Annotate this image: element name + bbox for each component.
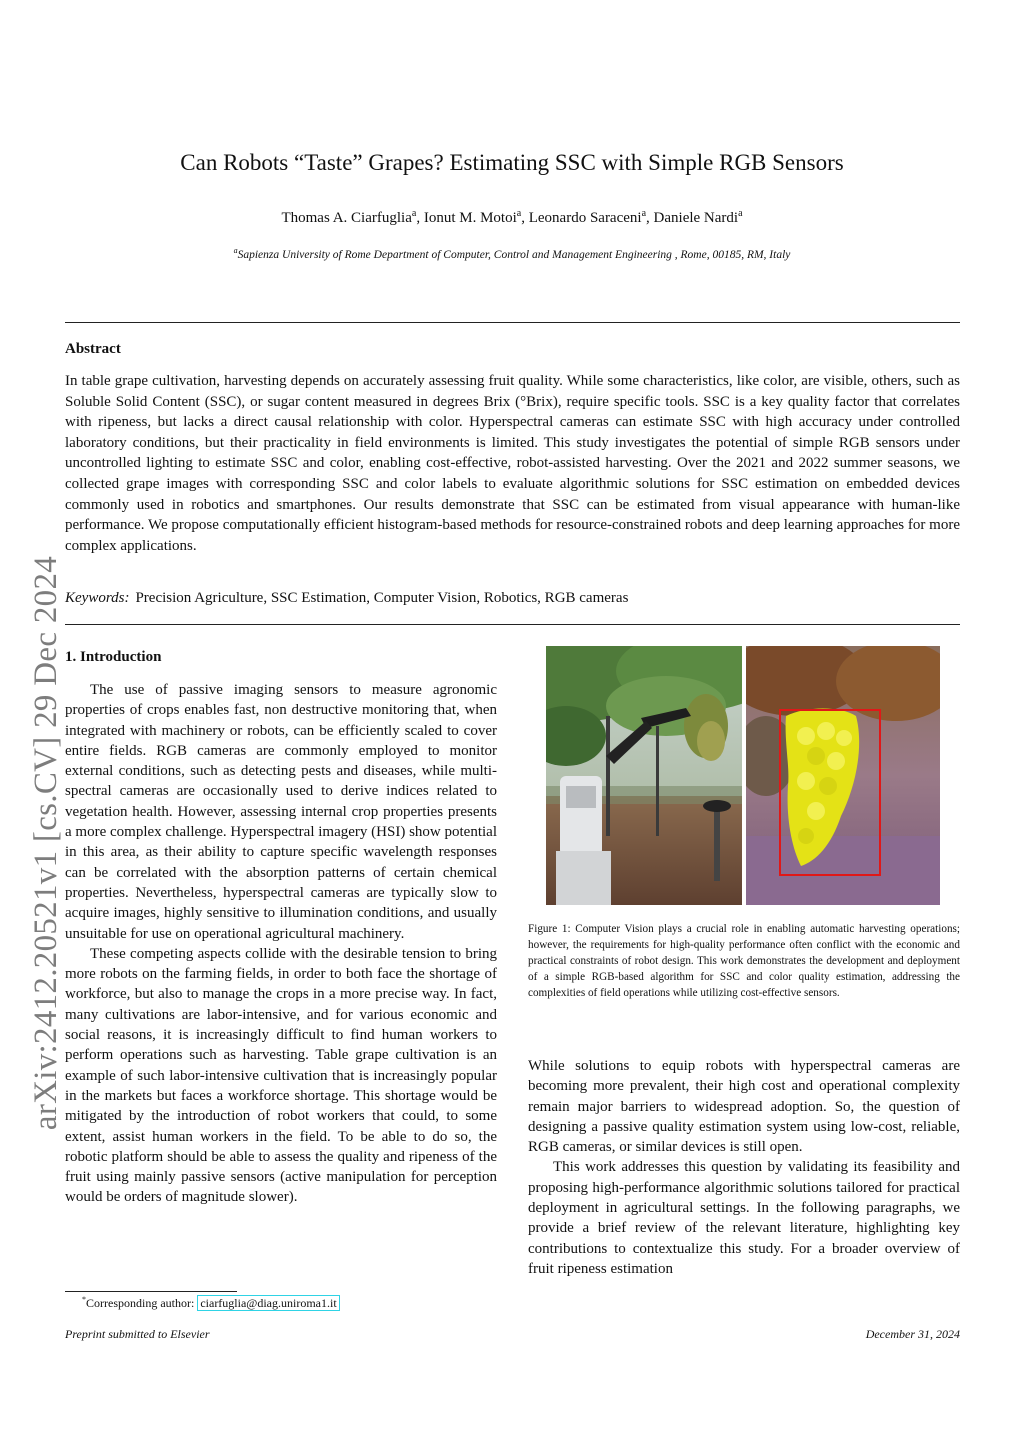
figure-photo-grape-detection: [746, 646, 940, 905]
abstract-bottom-rule: [65, 624, 960, 625]
figure-1-caption: Figure 1: Computer Vision plays a crucial role in enabling automatic harvesting operations; however, the requirements for high-quality performance often conflict with the economic and practical constraints of robot design. This work demonstrates the development and deployment of a simple RGB-based algorithm for SSC and color quality estimation, addressing the complexities of field operations while utilizing cost-effective sensors.: [528, 923, 960, 999]
footnote-mark: *: [82, 1295, 86, 1304]
footnote-label: Corresponding author:: [86, 1296, 198, 1310]
arxiv-identifier: arXiv:2412.20521v1 [cs.CV] 29 Dec 2024: [28, 555, 64, 1131]
footer-preprint-note: Preprint submitted to Elsevier: [65, 1327, 210, 1341]
paper-title: Can Robots “Taste” Grapes? Estimating SSC with Simple RGB Sensors: [180, 150, 844, 175]
section-heading-introduction: 1. Introduction: [65, 649, 162, 665]
keywords-text: Precision Agriculture, SSC Estimation, Computer Vision, Robotics, RGB cameras: [135, 590, 629, 606]
paragraph: These competing aspects collide with the desirable tension to bring more robots on the farming fields, in order to both face the shortage of workforce, but also to manage the crops in a more precise way. In fact, many cultivations are labor-intensive, and for various economic and social reasons, it is increasingly difficult to find human workers to perform operations such as harvesting. Table grape cultivation is an example of such labor-intensive cultivation that is increasingly popular in the markets but faces a workforce shortage. This shortage would be mitigated by the introduction of robot workers that could, to some extent, assist human workers in the field. To be able to do so, the robotic platform should be able to assess the quality and ripeness of the fruit using mainly passive sensors (active manipulation for perception would be orders of magnitude slower).: [65, 945, 497, 1206]
author-affil-mark: a: [411, 208, 417, 219]
author: Leonardo Saraceni: [528, 210, 642, 226]
affiliation-mark: a: [233, 246, 238, 255]
keywords: [65, 590, 960, 607]
affiliation-text: Sapienza University of Rome Department of Computer, Control and Management Engineering , Rome, 00185, RM, Italy: [237, 248, 791, 261]
paragraph: This work addresses this question by validating its feasibility and proposing high-performance algorithmic solutions tailored for practical deployment in agricultural settings. In the following paragraphs, we provide a brief review of the relevant literature, highlighting key contributions to contextualize this study. For a broader overview of fruit ripeness estimation: [528, 1159, 960, 1277]
footer-date: December 31, 2024: [865, 1327, 960, 1341]
top-rule: [65, 322, 960, 323]
author-affil-mark: a: [641, 208, 647, 219]
author: Ionut M. Motoi: [423, 210, 517, 226]
author-affil-mark: a: [738, 208, 743, 219]
paragraph: The use of passive imaging sensors to measure agronomic properties of crops enables fast, non destructive monitoring that, when integrated with machinery or robots, can be efficiently scaled to cover entire fields. RGB cameras are commonly employed to monitor external conditions, such as detecting pests and diseases, while multi-spectral cameras are occasionally used to derive indices related to vegetation health. However, assessing internal crop properties presents a more complex challenge. Hyperspectral imagery (HSI) show potential in this area, as their ability to capture specific wavelength responses can be correlated with the absorption patterns of certain chemical properties. Nevertheless, hyperspectral cameras are typically slow to acquire images, highly sensitive to illumination conditions, and usually unsuitable for use on operational agricultural machinery.: [65, 682, 497, 942]
right-column-body: [528, 1056, 960, 1279]
figure-photo-robot-vineyard: [546, 646, 742, 905]
author: Daniele Nardi: [653, 210, 739, 226]
author: Thomas A. Ciarfuglia: [281, 210, 412, 226]
affiliation: [60, 246, 964, 261]
keywords-label: Keywords:: [65, 590, 130, 606]
footnote: [65, 1295, 340, 1311]
introduction-body: [65, 680, 497, 1208]
paragraph: While solutions to equip robots with hyperspectral cameras are becoming more prevalent, their high cost and operational complexity remain major barriers to widespread adoption. So, the question of designing a passive quality estimation system using low-cost, reliable, RGB cameras, or similar devices is still open.: [528, 1058, 960, 1156]
author-list: Thomas A. Ciarfuglia$^a$, Ionut M. Motoi$^a$, Leonardo Saraceni$^a$, Daniele Nardi$^a$: [281, 208, 743, 226]
footnote-rule: [65, 1291, 237, 1292]
author-affil-mark: a: [516, 208, 522, 219]
email-link[interactable]: ciarfuglia@diag.uniroma1.it: [197, 1295, 339, 1311]
abstract-text: In table grape cultivation, harvesting depends on accurately assessing fruit quality. While some characteristics, like color, are visible, others, such as Soluble Solid Content (SSC), or sugar content measured in degrees Brix (°Brix), require specific tools. SSC is a key quality factor that correlates with ripeness, but lacks a direct causal relationship with color. Hyperspectral cameras can estimate SSC with high accuracy under controlled laboratory conditions, but their practicality in field environments is limited. This study investigates the potential of simple RGB sensors under uncontrolled lighting to estimate SSC and color, enabling cost-effective, robot-assisted harvesting. Over the 2021 and 2022 summer seasons, we collected grape images with corresponding SSC and color labels to evaluate algorithmic solutions for SSC estimation on embedded devices commonly used in robotics and smartphones. Our results demonstrate that SSC can be estimated from visual appearance with human-like performance. We propose computationally efficient histogram-based methods for resource-constrained robots and deep learning approaches for more complex applications.: [65, 373, 960, 554]
abstract-heading: Abstract: [65, 341, 121, 357]
